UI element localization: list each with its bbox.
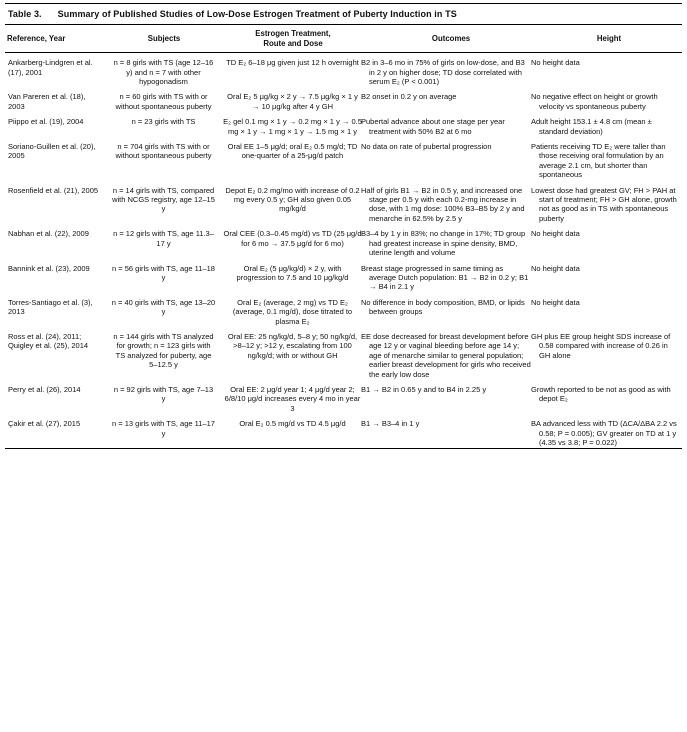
cell-treatment: E₂ gel 0.1 mg × 1 y → 0.2 mg × 1 y → 0.5 mg × 1 y → 1 mg × 1 y → 1.5 mg × 1 y [223,117,362,136]
cell-outcomes: B1 → B2 in 0.65 y and to B4 in 2.25 y [361,384,487,394]
cell-treatment: Oral E₂ (average, 2 mg) vs TD E₂ (average, 0.1 mg/d), dose titrated to plasma E₂ [232,297,353,326]
cell-treatment: Oral E₂ 0.5 mg/d vs TD 4.5 μg/d [239,419,346,429]
cell-reference: Rosenfield et al. (21), 2005 [8,185,99,195]
cell-height: Growth reported to be not as good as with depot E₂ [531,384,671,404]
table-caption-title: Summary of Published Studies of Low-Dose Estrogen Treatment of Puberty Induction in TS [57,9,457,19]
cell-outcomes: No difference in body composition, BMD, or lipids between groups [361,297,525,317]
table-row [5,327,682,380]
table-row [5,87,682,112]
cell-height: Adult height 153.1 ± 4.8 cm (mean ± standard deviation) [531,117,652,136]
table-row [5,414,682,449]
table-row [5,137,682,181]
cell-subjects: n = 12 girls with TS, age 11.3–17 y [113,229,214,248]
cell-outcomes: EE dose decreased for breast development before age 12 y or vaginal bleeding before age 14 y; age of menarche similar to general population; earlier breast development for girls who received the early low dose [361,331,531,379]
cell-reference: Çakir et al. (27), 2015 [8,419,81,429]
cell-height: GH plus EE group height SDS increase of 0.58 compared with increase of 0.26 in GH alone [531,331,671,360]
cell-reference: Soriano-Guillen et al. (20), 2005 [8,142,96,161]
table-row [5,112,682,137]
table-caption [5,3,682,24]
table-caption-label: Table 3. [8,9,42,19]
table-row [5,380,682,414]
cell-subjects: n = 40 girls with TS, age 13–20 y [111,297,216,317]
cell-outcomes: Half of girls B1 → B2 in 0.5 y, and increased one stage per 0.5 y with each 0.2-mg increase in dose, with 1 mg dose: 100% B3–B5 by 2 y and menarche in 62.5% by 2.5 y [361,185,525,223]
header-row [5,25,682,53]
cell-reference: Piippo et al. (19), 2004 [8,117,84,127]
cell-treatment: Depot E₂ 0.2 mg/mo with increase of 0.2 mg every 0.5 y; GH also given 0.05 mg/kg/d [225,185,360,214]
table-row [5,181,682,225]
cell-treatment: Oral EE 1–5 μg/d; oral E₂ 0.5 mg/d; TD one-quarter of a 25-μg/d patch [227,142,358,161]
table-row [5,53,682,88]
column-header-subjects: Subjects [108,25,220,53]
cell-outcomes: B2 in 3–6 mo in 75% of girls on low-dose, and B3 in 2 y on higher dose; TD dose correlated with serum E₂ (P < 0.001) [361,58,525,86]
cell-height: BA advanced less with TD (ΔCA/ΔBA 2.2 vs 0.58; P = 0.005); GV greater on TD at 1 y (4.35 vs 3.8; P = 0.022) [531,419,677,447]
cell-height: No height data [531,229,580,239]
cell-subjects: n = 60 girls with TS with or without spontaneous puberty [115,92,212,111]
cell-reference: Ross et al. (24), 2011; Quigley et al. (25), 2014 [8,331,89,351]
cell-subjects: n = 8 girls with TS (age 12–16 y) and n = 7 with other hypogonadism [113,58,214,86]
cell-reference: Van Pareren et al. (18), 2003 [8,92,86,111]
cell-subjects: n = 704 girls with TS with or without spontaneous puberty [115,142,212,161]
table-body [5,53,682,449]
cell-subjects: n = 23 girls with TS [131,117,196,127]
table-header [5,25,682,53]
cell-treatment: Oral EE: 25 ng/kg/d, 5–8 y; 50 ng/kg/d, >8–12 y; >12 y, escalating from 100 ng/kg/d; with or without GH [227,331,358,360]
cell-outcomes: Pubertal advance about one stage per year treatment with 50% B2 at 6 mo [361,117,505,136]
cell-subjects: n = 144 girls with TS analyzed for growth; n = 123 girls with TS analyzed for puberty, age 5–12.5 y [113,331,214,370]
column-header-outcomes: Outcomes [366,25,536,53]
cell-reference: Torres-Santiago et al. (3), 2013 [8,297,93,317]
studies-table [5,24,682,449]
cell-outcomes: B3–4 by 1 y in 83%; no change in 17%; TD group had greatest increase in spine density, BMD, uterine length and volume [361,229,526,258]
cell-height: No height data [531,263,580,273]
cell-reference: Ankarberg-Lindgren et al. (17), 2001 [8,58,93,77]
cell-reference: Bannink et al. (23), 2009 [8,263,90,273]
column-header-reference: Reference, Year [5,25,108,53]
cell-subjects: n = 14 girls with TS, compared with NCGS registry, age 12–15 y [112,185,215,214]
cell-treatment: Oral CEE (0.3–0.45 mg/d) vs TD (25 μg/d for 6 mo → 37.5 μg/d for 6 mo) [223,229,362,248]
cell-treatment: Oral E₂ 5 μg/kg × 2 y → 7.5 μg/kg × 1 y → 10 μg/kg after 4 y GH [227,92,358,111]
cell-reference: Perry et al. (26), 2014 [8,384,81,394]
cell-treatment: TD E₂ 6–18 μg given just 12 h overnight [226,58,359,68]
column-header-treatment [220,25,366,53]
cell-reference: Nabhan et al. (22), 2009 [8,229,89,239]
cell-treatment: Oral EE: 2 μg/d year 1; 4 μg/d year 2; 6/8/10 μg/d increases every 4 mo in year 3 [224,384,361,413]
cell-treatment: Oral E₂ (5 μg/kg/d) × 2 y, with progression to 7.5 and 10 μg/kg/d [236,263,349,282]
cell-height: Lowest dose had greatest GV; FH > PAH at start of treatment; FH > GH alone, growth not as good as in TS with spontaneous puberty [531,185,677,223]
cell-height: No height data [531,58,580,68]
cell-subjects: n = 92 girls with TS, age 7–13 y [113,384,214,404]
table-row [5,293,682,327]
table-row [5,224,682,258]
cell-height: Patients receiving TD E₂ were taller than those receiving oral formulation by an average 2.1 cm, but shorter than spontaneous [531,142,666,180]
cell-subjects: n = 13 girls with TS, age 11–17 y [112,419,215,438]
table-row [5,259,682,293]
column-header-treatment-text: Estrogen Treatment, Route and Dose [255,29,331,48]
cell-outcomes: Breast stage progressed in same timing as average Dutch population: B1 → B2 in 0.2 y; B1 → B4 in 2.1 y [361,263,529,292]
column-header-height: Height [536,25,682,53]
cell-subjects: n = 56 girls with TS, age 11–18 y [112,263,215,282]
cell-outcomes: No data on rate of pubertal progression [361,142,492,152]
cell-outcomes: B1 → B3–4 in 1 y [361,419,420,429]
cell-height: No negative effect on height or growth velocity vs spontaneous puberty [531,92,658,111]
cell-outcomes: B2 onset in 0.2 y on average [361,92,457,102]
cell-height: No height data [531,297,580,307]
